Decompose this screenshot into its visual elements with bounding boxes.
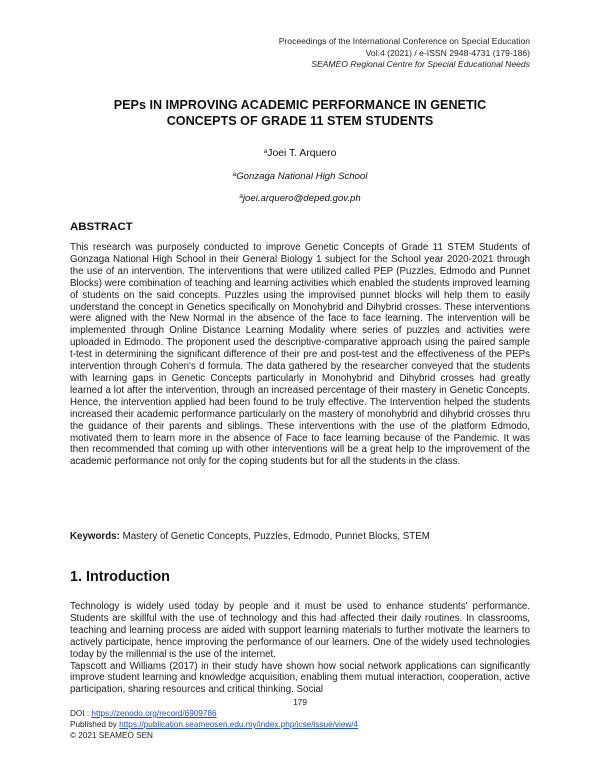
affiliation-text: Gonzaga National High School xyxy=(236,171,368,182)
publisher-link[interactable]: https://publication.seameosen.edu.my/index.php/icse/issue/view/4 xyxy=(119,720,359,729)
affiliation-superscript: a xyxy=(232,171,237,178)
keywords-line xyxy=(70,531,530,543)
introduction-paragraph-2: Tapscott and Williams (2017) in their study have shown how social network applications can significantly improve student learning and knowledge acquisition, enabling them mutual interaction, cooperation, active participation, sharing resources and critical thinking. Social xyxy=(70,660,530,696)
footer-doi xyxy=(70,708,358,719)
keywords-label: Keywords: xyxy=(70,531,120,542)
keywords-text: Mastery of Genetic Concepts, Puzzles, Edmodo, Punnet Blocks, STEM xyxy=(122,531,430,542)
title-line-2: CONCEPTS OF GRADE 11 STEM STUDENTS xyxy=(166,114,434,128)
abstract-heading: ABSTRACT xyxy=(70,221,133,233)
abstract-body: This research was purposely conducted to improve Genetic Concepts of Grade 11 STEM Students of Gonzaga National High School in their General Biology 1 subject for the School year 2020-2021 through the use of an intervention. The interventions that were utilized called PEP (Puzzles, Edmodo and Punnet Blocks) were combination of teaching and learning activities which enabled the students improved learning of students on the said concepts. Puzzles using the improvised punnet blocks will help them to easily understand the concept in Genetics specifically on Monohybrid and Dihybrid crosses. These interventions were aligned with the New Normal in the absence of the face to face learning. The intervention will be implemented through Online Distance Learning Modality where series of puzzles and activities were uploaded in Edmodo. The proponent used the descriptive-comparative approach using the paired sample t-test in determining the significant difference of their pre and post-test and the effectiveness of the PEPs intervention through Cohen's d formula. The data gathered by the researcher conveyed that the students with learning gaps in Genetic Concepts particularly in Monohybrid and Dihybrid crosses had greatly learned a lot after the intervention, through an increased percentage of their mastery in Genetic Concepts. Hence, the intervention applied had been found to be truly effective. The Intervention helped the students increased their academic performance particularly on the mastery of monohybrid and dihybrid crosses thru the guidance of their parents and siblings. These interventions with the use of the platform Edmodo, motivated them to learn more in the absence of Face to face learning because of the Pandemic. It was then recommended that coming up with other interventions will be a great help to the improvement of the academic performance not only for the coping students but for all the students in the class. xyxy=(70,242,530,468)
footer-published-label: Published by xyxy=(70,720,120,729)
page-number: 179 xyxy=(293,697,307,707)
introduction-heading: 1. Introduction xyxy=(70,569,170,585)
header-line-publisher: SEAMEO Regional Centre for Special Educational Needs xyxy=(311,59,530,70)
author-name xyxy=(0,148,600,159)
author-name-text: Joei T. Arquero xyxy=(267,148,337,159)
page-footer xyxy=(70,708,358,741)
header-line-volume: Vol.4 (2021) / e-ISSN 2948-4731 (179-186) xyxy=(365,47,530,58)
footer-published xyxy=(70,719,358,730)
author-superscript: a xyxy=(263,148,268,155)
email-text: joei.arquero@deped.gov.ph xyxy=(242,193,361,204)
proceedings-header xyxy=(279,36,530,71)
header-line-conference: Proceedings of the International Conference on Special Education xyxy=(278,36,530,46)
title-line-1: PEPs IN IMPROVING ACADEMIC PERFORMANCE IN GENETIC xyxy=(113,98,487,112)
author-email xyxy=(0,193,600,204)
email-superscript: a xyxy=(239,193,243,200)
footer-doi-label: DOI : xyxy=(70,709,92,718)
paper-title xyxy=(60,97,540,129)
doi-link[interactable]: https://zenodo.org/record/6909786 xyxy=(91,709,217,718)
author-affiliation xyxy=(0,171,600,182)
introduction-body xyxy=(70,601,530,696)
introduction-paragraph-1: Technology is widely used today by people and it must be used to enhance students' performance. Students are skillful with the use of technology and this had affected their daily routines. In classrooms, teaching and learning process are aided with support learning materials to further motivate the learners to actively participate, hence improving the performance of our learners. One of the widely used technologies today by the millennial is the use of the internet. xyxy=(70,601,530,660)
footer-copyright: © 2021 SEAMEO SEN xyxy=(70,731,153,740)
